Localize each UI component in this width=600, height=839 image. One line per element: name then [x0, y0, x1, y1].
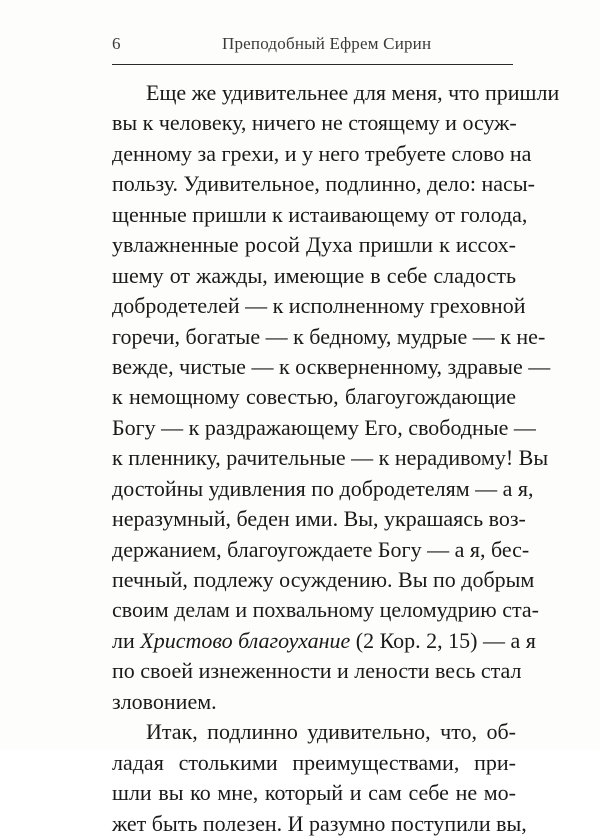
text-line: щенные пришли к истаивающему от голода, [112, 201, 528, 227]
text-line: достойны удивления по добродетелям — а я, [112, 475, 534, 501]
text-line: к немощному совестью, благоугождающие [112, 384, 516, 410]
text-line: добродетелей — к исполненному греховной [112, 293, 526, 319]
text-line: пользу. Удивительное, подлинно, дело: насы- [112, 171, 535, 197]
text-fragment: ли [112, 627, 135, 653]
text-line: увлажненные росой Духа пришли к иссох- [112, 232, 516, 258]
text-line: Итак, подлинно удивительно, что, об- [146, 719, 516, 745]
text-line: по своей изнеженности и лености весь стал [112, 658, 522, 684]
text-line: своим делам и похвальному целомудрию ста- [112, 597, 539, 623]
scripture-reference: (2 Кор. 2, 15) — а я [355, 627, 536, 653]
page-number: 6 [112, 34, 121, 53]
text-line: к пленнику, рачительные — к нерадивому! Вы [112, 445, 549, 471]
text-line: жет быть полезен. И разумно поступили вы, [112, 810, 527, 836]
text-line: Богу — к раздражающему Его, свободные — [112, 414, 536, 440]
text-line: горечи, богатые — к бедному, мудрые — к не- [112, 323, 546, 349]
text-line: вежде, чистые — к оскверненному, здравые — [112, 353, 551, 379]
text-line: зловонием. [112, 688, 217, 714]
italic-quote: Христово благоухание [140, 627, 351, 653]
text-line: денному за грехи, и у него требуете слово на [112, 140, 532, 166]
text-line: ладая столькими преимуществами, при- [112, 749, 516, 775]
text-line: держанием, благоугождаете Богу — а я, бес- [112, 536, 530, 562]
text-line: вы к человеку, ничего не стоящему и осуж- [112, 110, 517, 136]
text-line: шему от жажды, имеющие в себе сладость [112, 262, 516, 288]
text-line: неразумный, беден ими. Вы, украшаясь воз- [112, 506, 526, 532]
citation-line [112, 626, 536, 656]
header-rule [112, 64, 513, 65]
text-line: печный, подлежу осуждению. Вы по добрым [112, 567, 535, 592]
body-text [112, 78, 560, 839]
running-head [112, 34, 512, 58]
text-line: шли вы ко мне, который и сам себе не мо- [112, 780, 516, 806]
text-line: Еще же удивительнее для меня, что пришли [146, 80, 560, 105]
running-title: Преподобный Ефрем Сирин [222, 34, 432, 53]
